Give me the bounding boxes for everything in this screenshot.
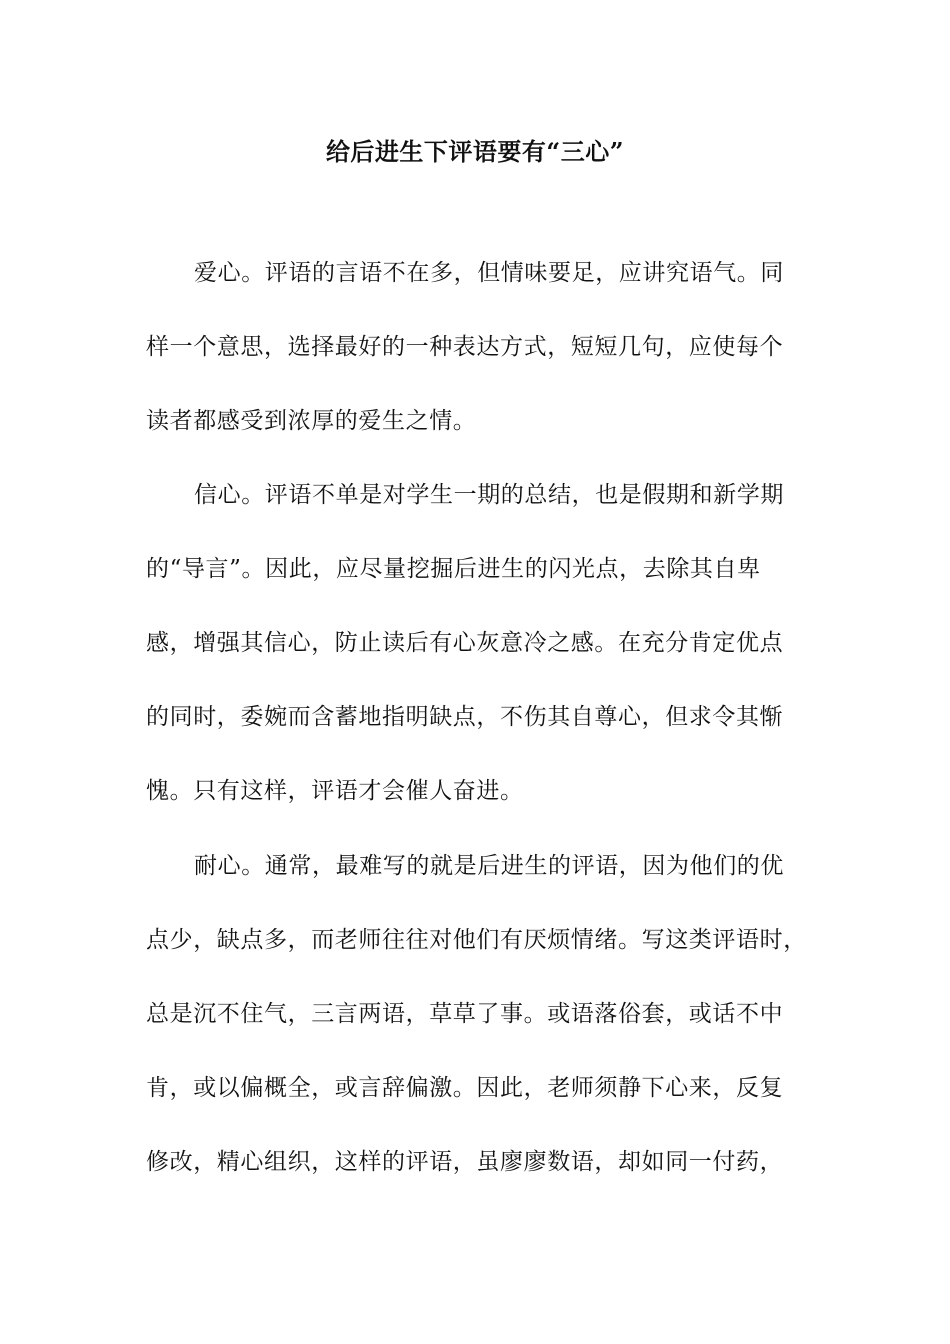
paragraph-naixin-line-4: 肯，或以偏概全，或言辞偏激。因此，老师须静下心来，反复 [146,1075,784,1101]
paragraph-xinxin-line-4: 的同时，委婉而含蓄地指明缺点，不伤其自尊心，但求令其惭 [146,704,784,730]
paragraph-xinxin-line-2: 的“导言”。因此，应尽量挖掘后进生的闪光点，去除其自卑 [146,556,761,582]
paragraph-xinxin-line-3: 感，增强其信心，防止读后有心灰意冷之感。在充分肯定优点 [146,630,784,656]
paragraph-naixin-line-5: 修改，精心组织，这样的评语，虽廖廖数语，却如同一付药， [146,1149,784,1175]
paragraph-naixin-line-1: 耐心。通常，最难写的就是后进生的评语，因为他们的优 [194,853,784,879]
paragraph-xinxin-line-1: 信心。评语不单是对学生一期的总结，也是假期和新学期 [194,482,784,508]
paragraph-aixin-line-3: 读者都感受到浓厚的爱生之情。 [146,408,477,434]
document-title: 给后进生下评语要有“三心” [325,137,625,166]
paragraph-xinxin-line-5: 愧。只有这样，评语才会催人奋进。 [146,778,524,804]
paragraph-aixin-line-1: 爱心。评语的言语不在多，但情味要足，应讲究语气。同 [194,260,784,286]
paragraph-naixin-line-3: 总是沉不住气，三言两语，草草了事。或语落俗套，或话不中 [146,1001,784,1027]
paragraph-aixin-line-2: 样一个意思，选择最好的一种表达方式，短短几句，应使每个 [146,334,784,360]
paragraph-naixin-line-2: 点少，缺点多，而老师往往对他们有厌烦情绪。写这类评语时， [146,927,807,953]
